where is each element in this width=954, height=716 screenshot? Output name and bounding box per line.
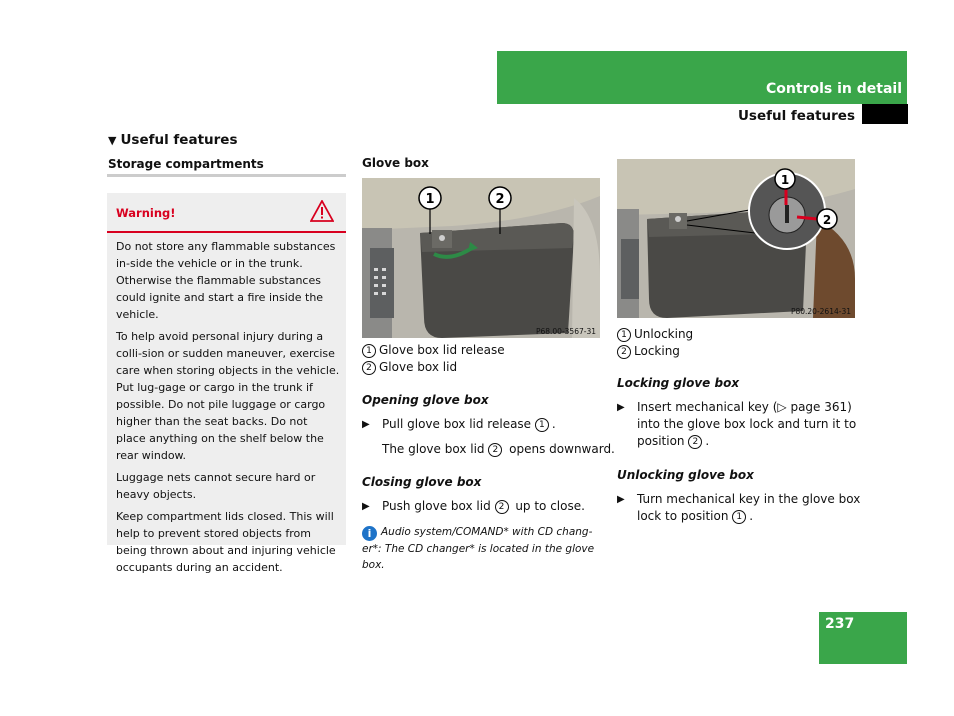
triangle-down-icon: ▼ xyxy=(108,134,117,147)
step-text: Push glove box lid xyxy=(382,499,495,513)
storage-heading: Storage compartments xyxy=(108,157,264,171)
photo-callout: 1 xyxy=(780,173,790,187)
legend-item xyxy=(362,359,602,376)
opening-step xyxy=(362,416,622,433)
legend-text: Unlocking xyxy=(634,327,694,341)
closing-step xyxy=(362,498,622,515)
glove-box-heading: Glove box xyxy=(362,156,429,170)
page-number: 237 xyxy=(825,616,855,632)
step-text: . xyxy=(551,417,556,431)
unlocking-step xyxy=(617,491,882,525)
step-text-line xyxy=(637,433,882,450)
photo-code: P80.20-2614-31 xyxy=(790,307,851,316)
chapter-title: Controls in detail xyxy=(766,81,902,97)
number-circle: 2 xyxy=(688,435,702,449)
header-marker xyxy=(862,104,908,124)
legend-item xyxy=(617,326,857,343)
step-text: . xyxy=(705,434,710,448)
photo-callout: 2 xyxy=(822,213,832,227)
legend-item xyxy=(362,342,602,359)
arrow-right-icon: ▶ xyxy=(362,501,370,512)
section-title-text: Useful features xyxy=(120,132,238,148)
warning-title: Warning! xyxy=(116,206,176,220)
legend-text: Glove box lid xyxy=(379,360,458,374)
closing-heading: Closing glove box xyxy=(362,475,482,489)
locking-step xyxy=(617,399,882,450)
glove-box-photo xyxy=(362,178,600,338)
glove-box-lock-illustration xyxy=(617,159,855,318)
number-circle: 1 xyxy=(617,328,631,342)
warning-paragraph: Keep compartment lids closed. This will help to prevent stored objects from being thrown about and injuring vehicle occupants during an accident. xyxy=(116,510,336,574)
number-circle: 1 xyxy=(732,510,746,524)
info-text: Audio system/COMAND* with CD chang- xyxy=(381,526,593,538)
lock-legend xyxy=(617,326,857,360)
info-icon: i xyxy=(362,526,377,541)
number-circle: 2 xyxy=(617,345,631,359)
result-text: opens downward. xyxy=(505,442,615,456)
arrow-right-icon: ▶ xyxy=(617,402,625,413)
unlocking-heading: Unlocking glove box xyxy=(617,468,754,482)
arrow-right-icon: ▶ xyxy=(617,494,625,505)
warning-triangle-icon xyxy=(310,200,334,222)
number-circle: 1 xyxy=(535,418,549,432)
section-header: Useful features xyxy=(737,108,855,124)
glove-box-column xyxy=(362,156,602,170)
step-text: lock to position xyxy=(637,509,733,523)
photo-callout: 1 xyxy=(425,192,435,207)
info-line: er*: The CD changer* is located in the glove box. xyxy=(362,543,595,571)
step-text: Insert mechanical key (▷ page 361) xyxy=(637,400,852,414)
arrow-right-icon: ▶ xyxy=(362,419,370,430)
number-circle: 2 xyxy=(488,443,502,457)
warning-box xyxy=(107,193,346,574)
opening-heading: Opening glove box xyxy=(362,393,489,407)
info-note xyxy=(362,524,607,573)
photo-code: P68.00-3567-31 xyxy=(535,327,596,336)
glove-box-lock-photo xyxy=(617,159,855,318)
legend-text: Locking xyxy=(634,344,680,358)
opening-result xyxy=(362,441,622,458)
step-text: up to close. xyxy=(511,499,585,513)
legend-text: Glove box lid release xyxy=(379,343,505,357)
photo-callout: 2 xyxy=(495,192,505,207)
divider xyxy=(107,174,346,177)
glove-box-illustration xyxy=(362,178,600,338)
number-circle: 1 xyxy=(362,344,376,358)
glove-box-legend xyxy=(362,342,602,376)
warning-divider xyxy=(107,231,346,233)
step-text: Turn mechanical key in the glove box xyxy=(637,492,861,506)
step-text-line xyxy=(637,508,882,525)
step-text: into the glove box lock and turn it to xyxy=(637,417,857,431)
info-line xyxy=(362,524,607,541)
step-text: . xyxy=(749,509,754,523)
warning-body xyxy=(116,238,340,581)
locking-heading: Locking glove box xyxy=(617,376,740,390)
section-title xyxy=(108,132,238,148)
number-circle: 2 xyxy=(362,361,376,375)
warning-paragraph: To help avoid personal injury during a colli-sion or sudden maneuver, exercise care when storing objects in the vehicle. Put lug-gage or cargo in the trunk if possible. Do not pile luggage or cargo higher than the seat backs. Do not place anything on the shelf below the rear window. xyxy=(116,330,340,462)
result-text: The glove box lid xyxy=(382,442,489,456)
legend-item xyxy=(617,343,857,360)
warning-paragraph: Luggage nets cannot secure hard or heavy objects. xyxy=(116,471,316,501)
warning-paragraph: Do not store any flammable substances in-side the vehicle or in the trunk. Otherwise the flammable substances could ignite and start a fire inside the vehicle. xyxy=(116,240,336,321)
number-circle: 2 xyxy=(495,500,509,514)
step-text: Pull glove box lid release xyxy=(382,417,535,431)
step-text: position xyxy=(637,434,689,448)
